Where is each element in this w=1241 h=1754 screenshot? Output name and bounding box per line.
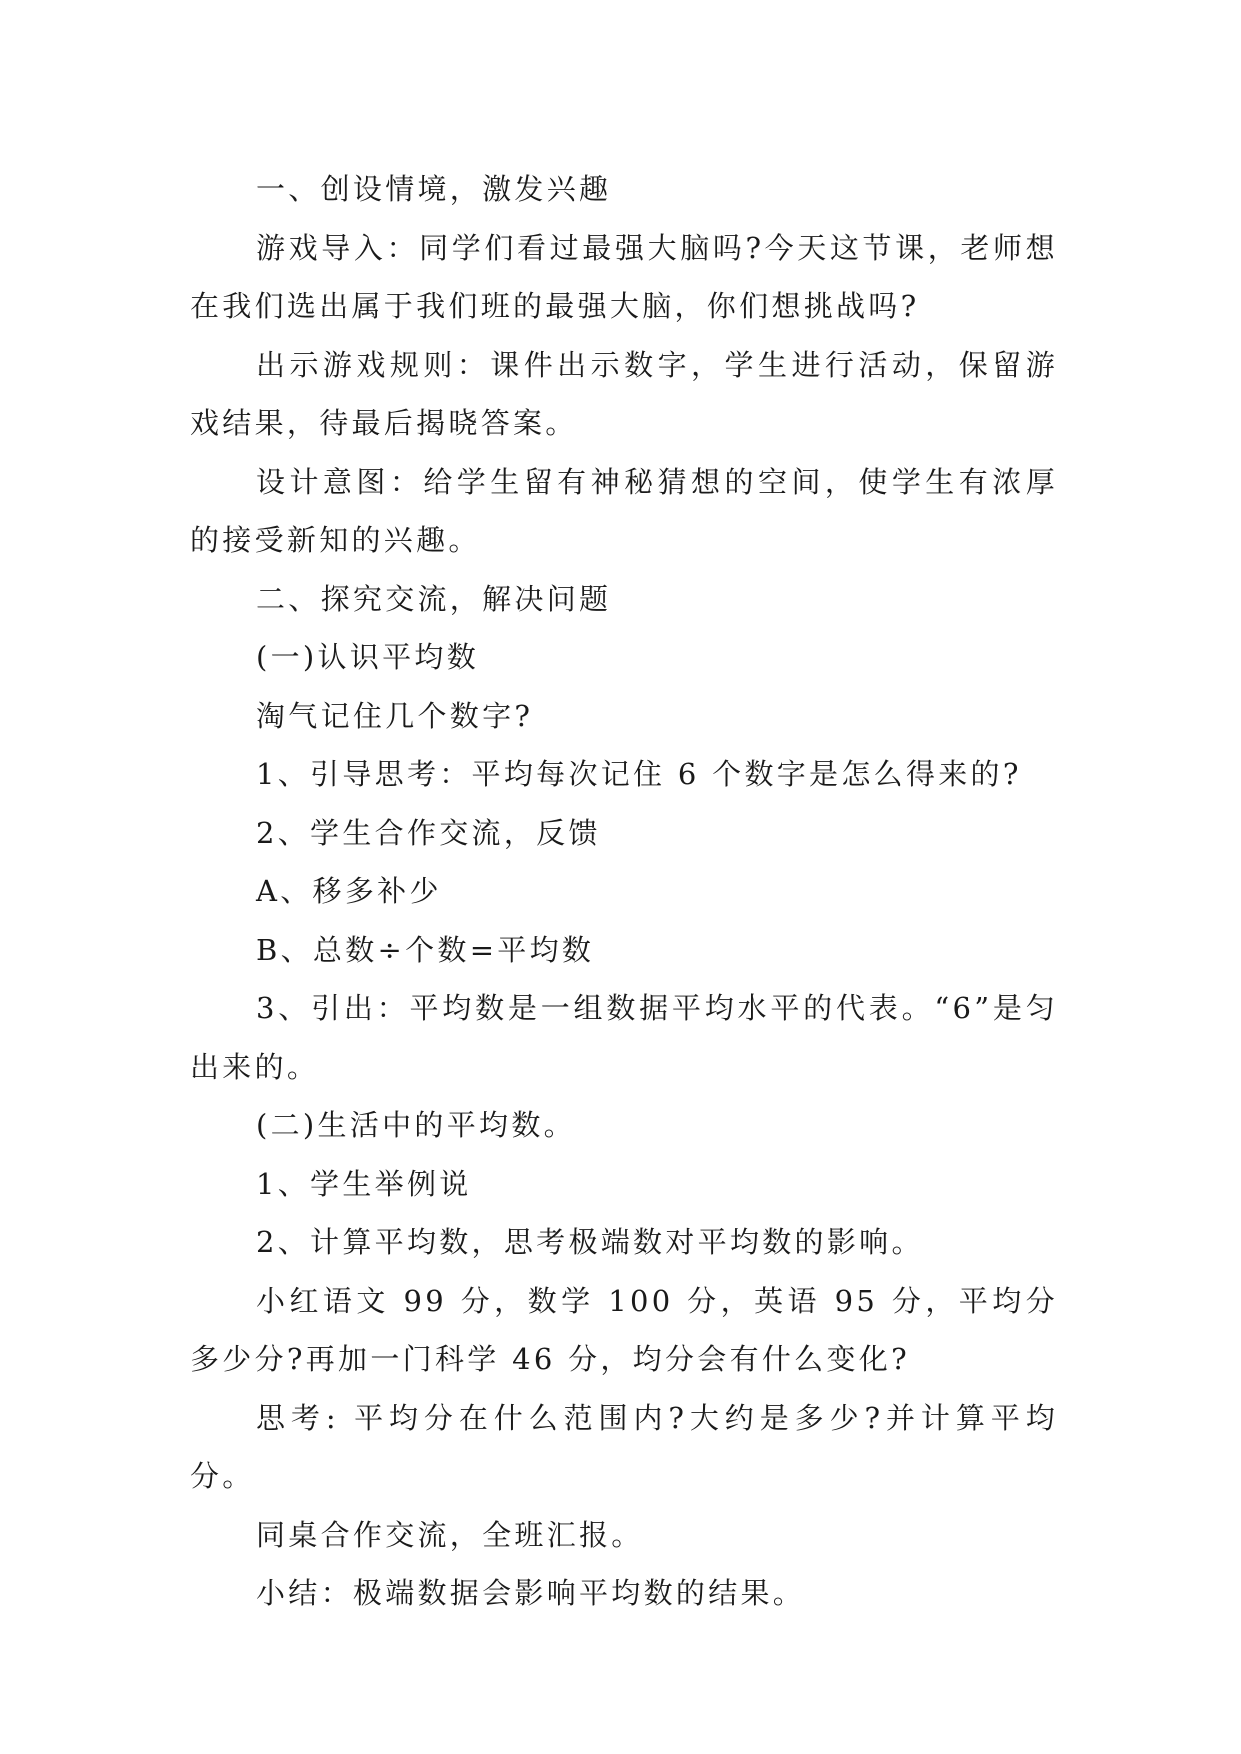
paragraph-game-intro: 游戏导入：同学们看过最强大脑吗?今天这节课，老师想在我们选出属于我们班的最强大脑，你们想挑战吗? (190, 230, 1058, 323)
document-body (190, 160, 1058, 1623)
section-heading-2: 二、探究交流，解决问题 (256, 581, 612, 616)
list-item-examples: 1、学生举例说 (256, 1166, 472, 1201)
list-item-method-a: A、移多补少 (256, 874, 442, 908)
list-item-cooperation: 2、学生合作交流，反馈 (256, 815, 601, 850)
subsection-heading-1: (一)认识平均数 (256, 640, 480, 674)
paragraph-thinking: 思考: 平均分在什么范围内?大约是多少?并计算平均分。 (190, 1400, 1058, 1493)
paragraph-design-intent: 设计意图：给学生留有神秘猜想的空间，使学生有浓厚的接受新知的兴趣。 (190, 464, 1058, 557)
paragraph-game-rules: 出示游戏规则：课件出示数字，学生进行活动，保留游戏结果，待最后揭晓答案。 (190, 347, 1058, 440)
subsection-heading-2: (二)生活中的平均数。 (256, 1108, 576, 1142)
list-item-method-b: B、总数÷个数=平均数 (256, 932, 595, 967)
paragraph-summary: 小结：极端数据会影响平均数的结果。 (256, 1576, 806, 1610)
paragraph-score-problem: 小红语文 99 分，数学 100 分，英语 95 分，平均分多少分?再加一门科学 46 分，均分会有什么变化? (190, 1283, 1058, 1376)
paragraph-report: 同桌合作交流，全班汇报。 (256, 1517, 644, 1552)
list-item-calculate: 2、计算平均数，思考极端数对平均数的影响。 (256, 1225, 924, 1259)
paragraph-question: 淘气记住几个数字? (256, 698, 534, 733)
section-heading-1: 一、创设情境，激发兴趣 (256, 172, 612, 206)
list-item-guided-thinking: 1、引导思考：平均每次记住 6 个数字是怎么得来的? (256, 757, 1022, 791)
list-item-conclusion: 3、引出：平均数是一组数据平均水平的代表。“6”是匀出来的。 (190, 991, 1058, 1084)
